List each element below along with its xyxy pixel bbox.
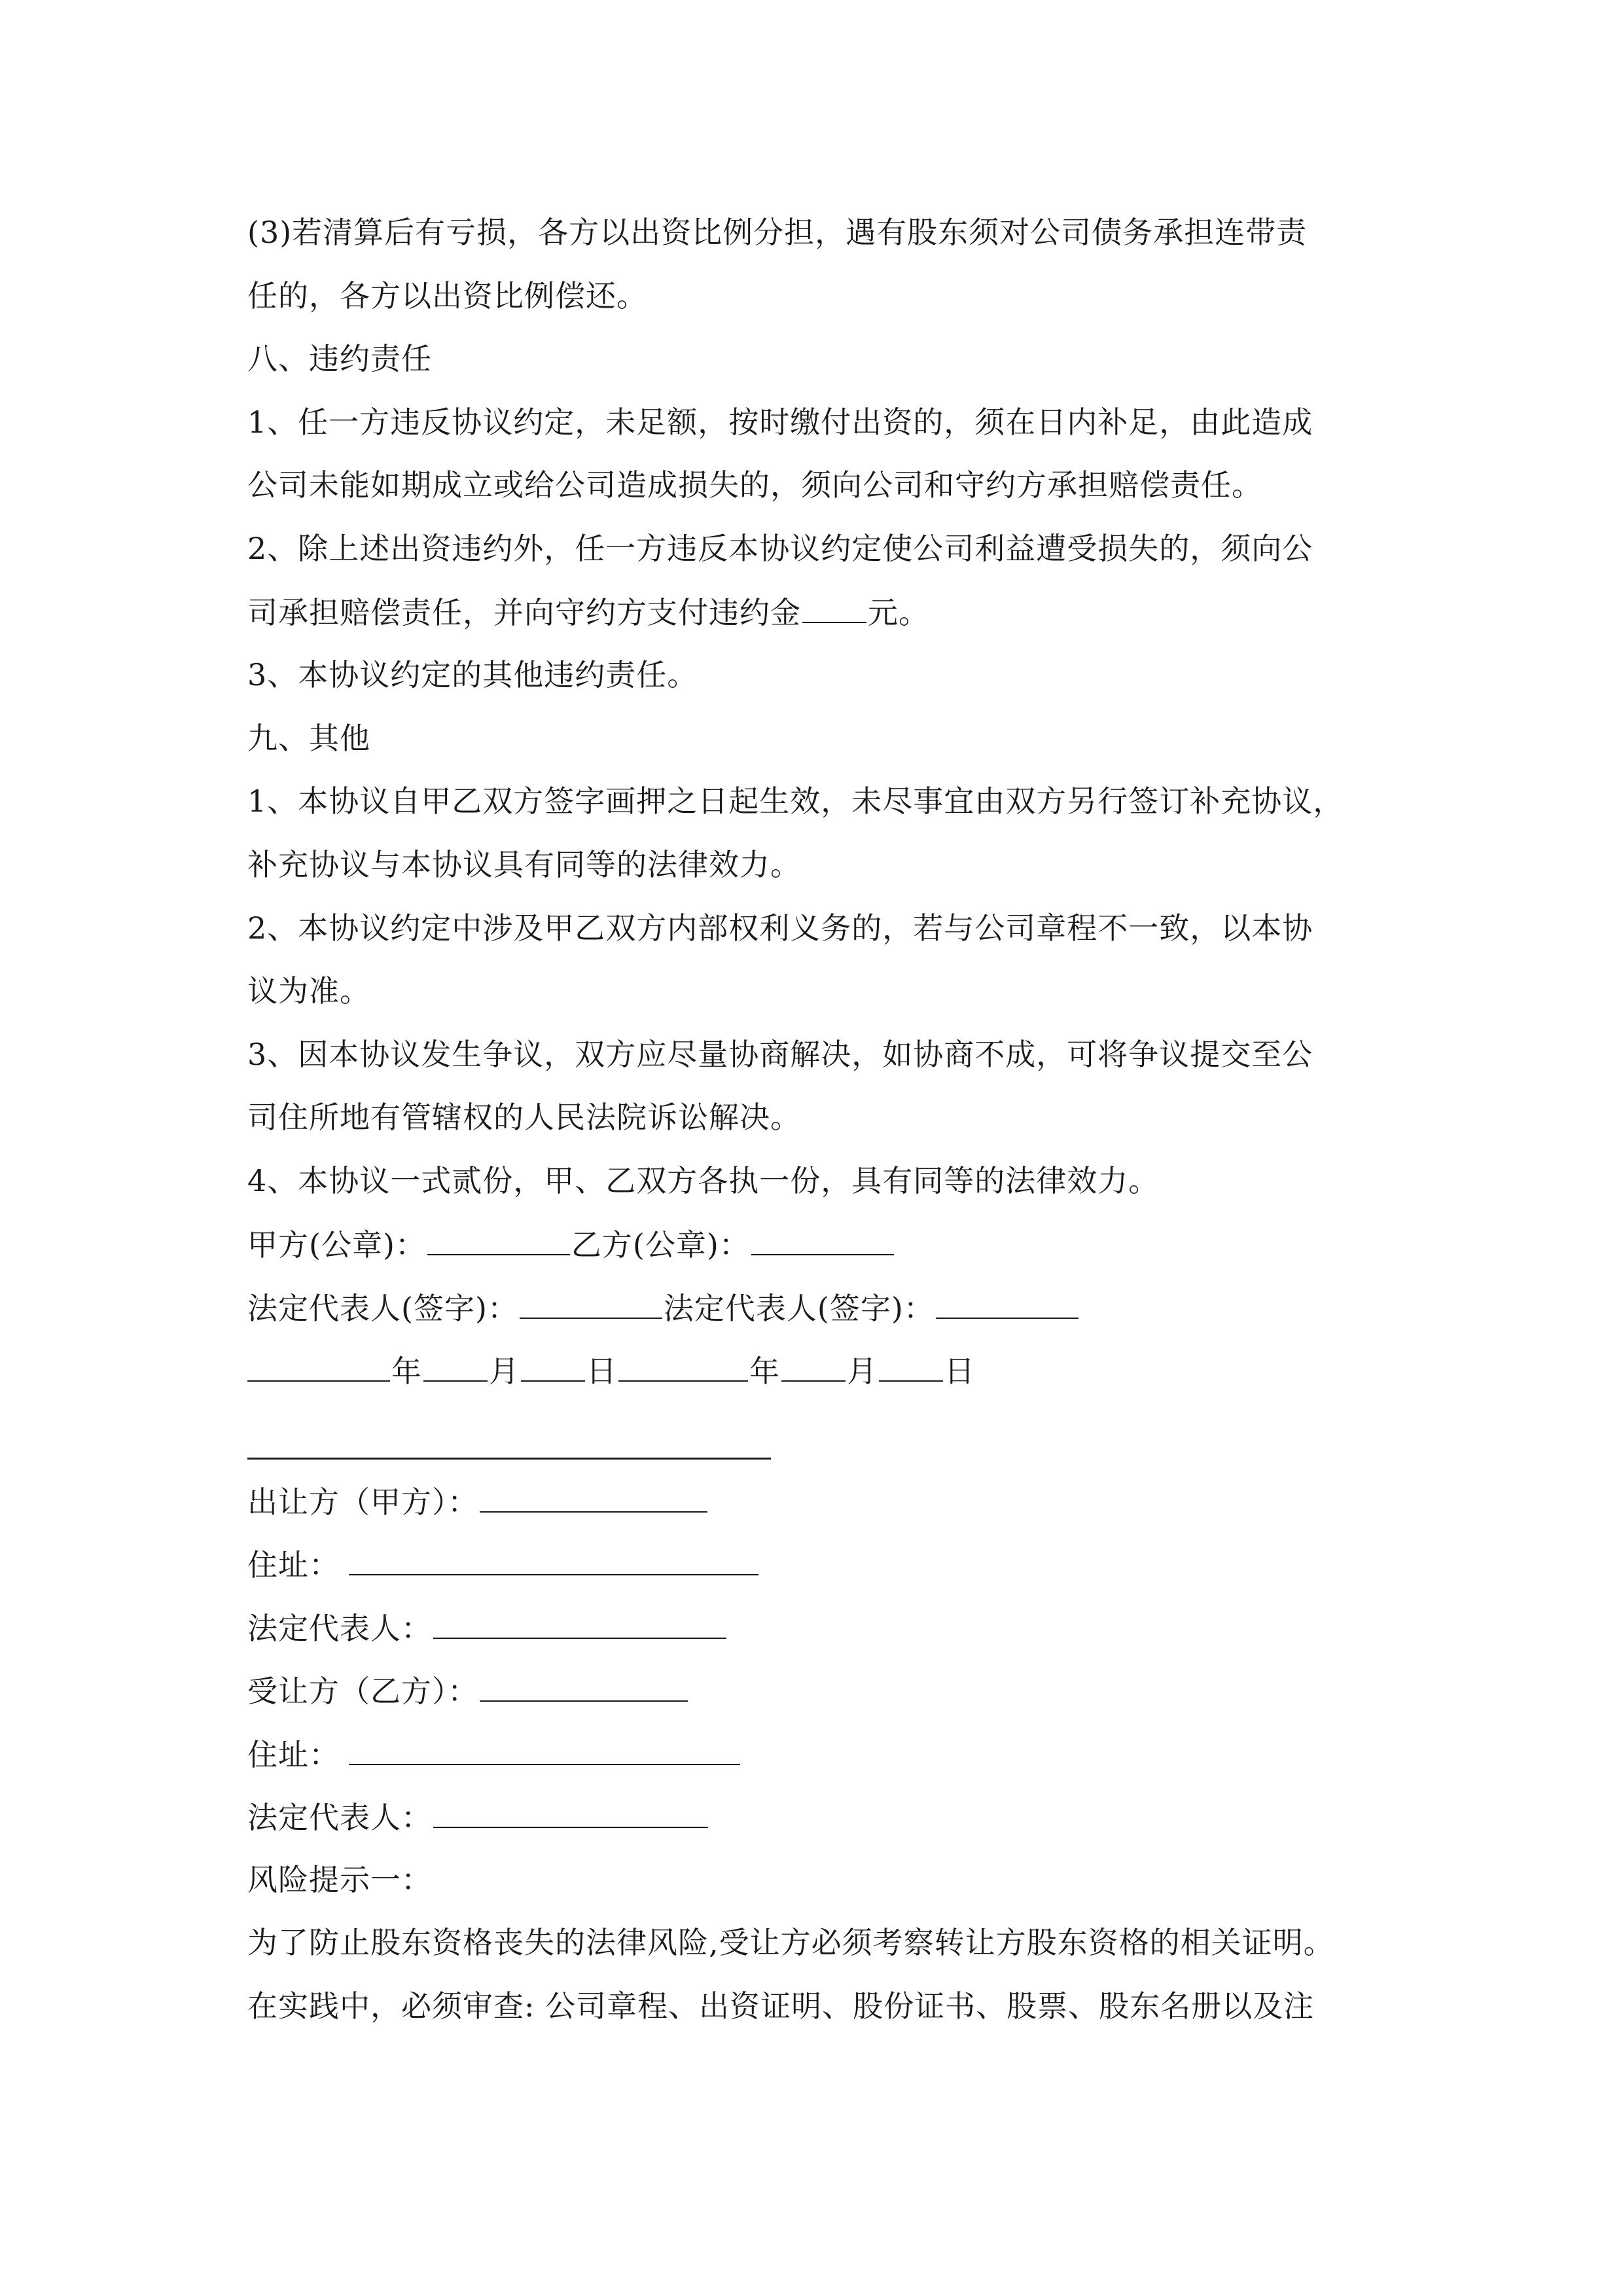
- paragraph-line: 公司未能如期成立或给公司造成损失的，须向公司和守约方承担赔偿责任。: [247, 467, 1262, 503]
- form-row: [247, 1545, 760, 1582]
- legal-rep-label: 法定代表人：: [247, 1611, 432, 1646]
- section-heading-8: 八、违约责任: [247, 341, 432, 376]
- section-divider: [247, 1458, 771, 1460]
- paragraph-line: 在实践中，必须审查: 公司章程、出资证明、股份证书、股票、股东名册以及注: [247, 1988, 1315, 2024]
- paragraph-line: 议为准。: [247, 973, 370, 1009]
- form-row: [247, 1609, 728, 1645]
- party-a-seal-blank[interactable]: [427, 1225, 570, 1255]
- year-label: 年: [749, 1354, 780, 1389]
- section-heading-9: 九、其他: [247, 721, 370, 756]
- paragraph-line: 为了防止股东资格丧失的法律风险,受让方必须考察转让方股东资格的相关证明。: [247, 1925, 1334, 1960]
- risk-title: 风险提示一：: [247, 1862, 432, 1897]
- month-label: 月: [489, 1354, 520, 1389]
- paragraph-line: (3)若清算后有亏损，各方以出资比例分担，遇有股东须对公司债务承担连带责: [247, 215, 1308, 250]
- party-b-seal-label: 乙方(公章)：: [571, 1227, 750, 1263]
- legal-rep-field-2[interactable]: [433, 1798, 708, 1828]
- seal-line: [247, 1225, 895, 1262]
- rep-b-sign-label: 法定代表人(签字)：: [663, 1291, 935, 1326]
- legal-rep-field[interactable]: [433, 1609, 726, 1639]
- date-line: [247, 1352, 975, 1388]
- form-row: [247, 1735, 741, 1772]
- address-label: 住址：: [247, 1547, 340, 1583]
- form-row: [247, 1482, 709, 1519]
- paragraph-line: 司住所地有管辖权的人民法院诉讼解决。: [247, 1100, 801, 1135]
- year-a-blank[interactable]: [247, 1352, 390, 1382]
- month-label: 月: [847, 1354, 878, 1389]
- party-a-seal-label: 甲方(公章)：: [247, 1227, 426, 1263]
- month-b-blank[interactable]: [781, 1352, 846, 1382]
- paragraph-line: 补充协议与本协议具有同等的法律效力。: [247, 847, 801, 882]
- paragraph-line: 1、本协议自甲乙双方签字画押之日起生效，未尽事宜由双方另行签订补充协议，: [247, 783, 1344, 819]
- rep-b-sign-blank[interactable]: [936, 1289, 1079, 1319]
- day-label: 日: [944, 1354, 975, 1389]
- paragraph-text: 元。: [868, 595, 929, 630]
- address-label: 住址：: [247, 1737, 340, 1772]
- paragraph-line: 任的，各方以出资比例偿还。: [247, 278, 647, 314]
- paragraph-line: 3、本协议约定的其他违约责任。: [247, 657, 698, 692]
- year-b-blank[interactable]: [618, 1352, 748, 1382]
- rep-a-sign-label: 法定代表人(签字)：: [247, 1291, 518, 1326]
- form-row: [247, 1672, 689, 1708]
- address-field[interactable]: [349, 1545, 758, 1575]
- rep-a-sign-blank[interactable]: [520, 1289, 662, 1319]
- paragraph-line: 3、因本协议发生争议，双方应尽量协商解决，如协商不成，可将争议提交至公: [247, 1037, 1313, 1072]
- party-b-seal-blank[interactable]: [751, 1225, 894, 1255]
- transferee-label: 受让方（乙方）：: [247, 1674, 478, 1709]
- year-label: 年: [391, 1354, 422, 1389]
- paragraph-line: 2、除上述出资违约外，任一方违反本协议约定使公司利益遭受损失的，须向公: [247, 531, 1313, 566]
- paragraph-line: 1、任一方违反协议约定，未足额，按时缴付出资的，须在日内补足，由此造成: [247, 404, 1313, 440]
- address-field-2[interactable]: [349, 1735, 740, 1765]
- paragraph-line: 4、本协议一式贰份，甲、乙双方各执一份，具有同等的法律效力。: [247, 1163, 1160, 1198]
- form-row: [247, 1798, 709, 1835]
- paragraph-line: 2、本协议约定中涉及甲乙双方内部权利义务的，若与公司章程不一致，以本协: [247, 910, 1313, 946]
- legal-rep-label: 法定代表人：: [247, 1800, 432, 1835]
- paragraph-text: 司承担赔偿责任，并向守约方支付违约金: [247, 595, 801, 630]
- penalty-amount-blank[interactable]: [802, 593, 866, 623]
- paragraph-line: [247, 593, 929, 630]
- transferee-field[interactable]: [480, 1672, 688, 1702]
- day-a-blank[interactable]: [521, 1352, 585, 1382]
- transferor-field[interactable]: [480, 1482, 707, 1513]
- month-a-blank[interactable]: [423, 1352, 488, 1382]
- day-b-blank[interactable]: [879, 1352, 943, 1382]
- rep-sign-line: [247, 1289, 1080, 1325]
- transferor-label: 出让方（甲方）：: [247, 1484, 478, 1520]
- day-label: 日: [586, 1354, 617, 1389]
